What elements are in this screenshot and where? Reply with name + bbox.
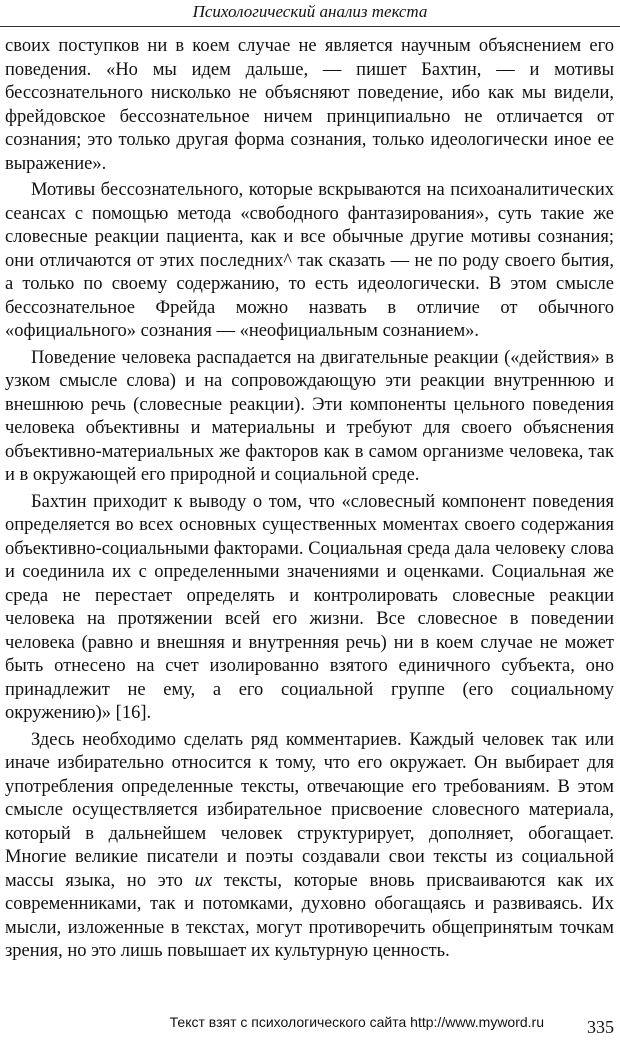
paragraph-5 [5,729,614,964]
paragraph-2: Мотивы бессознательного, которые вскрываются на психоаналитических сеансах с помощью метода «свободного фантазирования», суть такие же словесные реакции пациента, как и все обычные другие мотивы сознания; они отличаются от этих последних^ так сказать — не по роду своего бытия, а только по своему содержанию, то есть идеологически. В этом смысле бессознательное Фрейда можно назвать в отличие от обычного «официального» сознания — «неофициальным сознанием». [5,180,614,341]
paragraph-5-italic-word: их [194,870,213,891]
header-rule [0,26,620,27]
running-title: Психологический анализ текста [192,2,428,21]
paragraph-1: своих поступков ни в коем случае не является научным объяснением его поведения. «Но мы идем дальше, — пишет Бахтин, — и мотивы бессознательного нисколько не объясняют поведение, ибо как мы видели, фрейдовское бессознательное ничем принципиально не отличается от сознания; это только другая форма сознания, только идеологически иное ее выражение». [5,36,614,174]
paragraph-5-text-start: Здесь необходимо сделать ряд комментариев. Каждый человек так или иначе избирательно относится к тому, что его окружает. Он выбирает для употребления определенные тексты, отвечающие его требованиям. В этом смысле осуществляется избирательное присвоение словесного материала, который в дальнейшем человек структурирует, дополняет, обогащает. Многие великие писатели и поэты создавали свои тексты из социальной массы языка, но это [5,729,614,891]
paragraph-5-text-end: тексты, которые вновь присваиваются как их современниками, так и потомками, духовно обогащаясь и развиваясь. Их мысли, изложенные в текстах, могут противоречить общепринятым точкам зрения, но это лишь повышает их культурную ценность. [5,870,615,961]
paragraph-4: Бахтин приходит к выводу о том, что «словесный компонент поведения определяется во всех основных существенных моментах своего содержания объективно-социальными факторами. Социальная среда дала человеку слова и соединила их с определенными значениями и оценками. Социальная же среда не перестает определять и контролировать словесные реакции человека на протяжении всей его жизни. Все словесное в поведении человека (равно и внешняя и внутренняя речь) ни в коем случае не может быть отнесено на счет изолированно взятого единичного субъекта, оно принадлежит не ему, а его социальной группе (его социальному окружению)» [16]. [5,491,614,723]
body-text [5,35,614,967]
source-footer-note: Текст взят с психологического сайта http://www.myword.ru [169,1014,544,1030]
paragraph-3: Поведение человека распадается на двигательные реакции («действия» в узком смысле слова) и на сопровождающую эти реакции внутреннюю и внешнюю речь (словесные реакции). Эти компоненты цельного поведения человека объективны и материальны и требуют для своего объяснения объективно-материальных же факторов как в самом организме человека, так и в окружающей его природной и социальной среде. [5,347,614,485]
page-number: 335 [587,1017,614,1037]
